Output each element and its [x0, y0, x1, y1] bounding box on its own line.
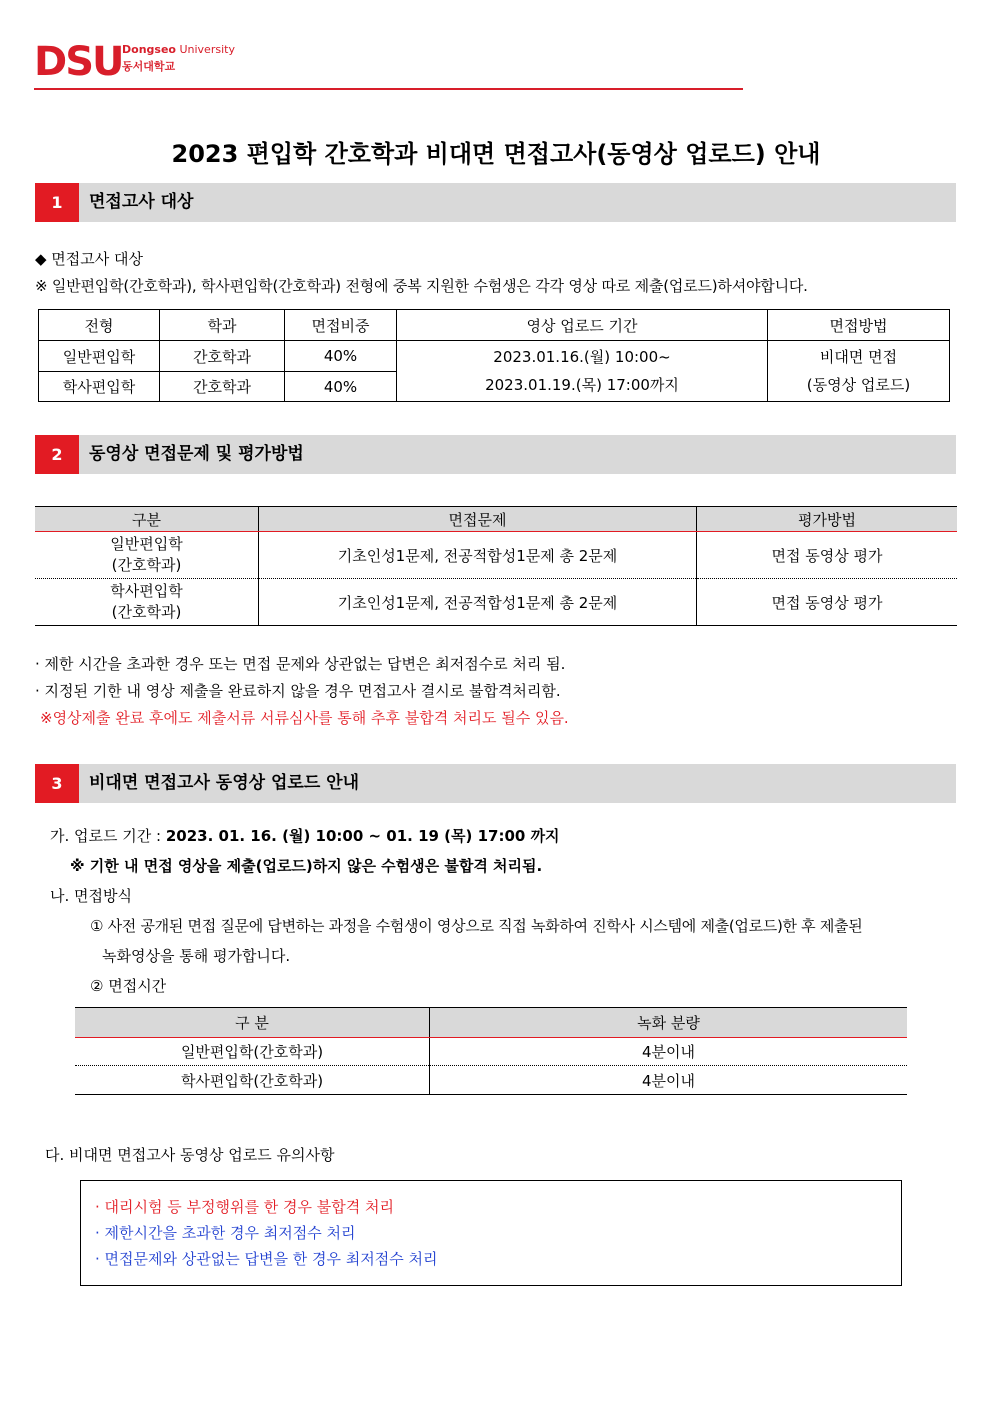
section-2-note: · 제한 시간을 초과한 경우 또는 면접 문제와 상관없는 답변은 최저점수로 처리 됨.: [35, 655, 566, 673]
precaution-item: · 대리시험 등 부정행위를 한 경우 불합격 처리: [95, 1198, 394, 1216]
upload-period-cell: 2023.01.16.(월) 10:00~ 2023.01.19.(목) 17:00까지: [397, 341, 768, 402]
table-header: 영상 업로드 기간: [397, 310, 768, 341]
section-2-note: · 지정된 기한 내 영상 제출을 완료하지 않을 경우 면접고사 결시로 불합격처리함.: [35, 682, 561, 700]
table-header: 평가방법: [697, 507, 958, 532]
table-header: 구 분: [75, 1008, 430, 1038]
upload-period-line: 가. 업로드 기간 : 2023. 01. 16. (월) 10:00 ~ 01. 19 (목) 17:00 까지: [50, 827, 560, 845]
section-1-bullet: ◆ 면접고사 대상: [35, 250, 144, 268]
section-2-header: [35, 435, 956, 474]
logo-english-name: Dongseo University: [122, 43, 235, 56]
upload-deadline-note: ※ 기한 내 면접 영상을 제출(업로드)하지 않은 수험생은 불합격 처리됨.: [70, 857, 543, 875]
precautions-box: [80, 1180, 902, 1286]
logo-mark: DSU: [34, 39, 123, 85]
section-title: 비대면 면접고사 동영상 업로드 안내: [89, 773, 360, 793]
table-row: 학사편입학(간호학과) 4분이내: [75, 1066, 907, 1095]
section-2-warning: ※영상제출 완료 후에도 제출서류 서류심사를 통해 추후 불합격 처리도 될수 있음.: [40, 709, 569, 727]
section-title: 동영상 면접문제 및 평가방법: [89, 444, 304, 464]
section-1-header: [35, 183, 956, 222]
table-header: 전형: [39, 310, 160, 341]
precaution-item: · 제한시간을 초과한 경우 최저점수 처리: [95, 1224, 356, 1242]
interview-method-label: 나. 면접방식: [50, 887, 132, 905]
table-row: 일반편입학 간호학과 40% 2023.01.16.(월) 10:00~ 2023.01.19.(목) 17:00까지 비대면 면접 (동영상 업로드): [39, 341, 950, 372]
section-number: 3: [35, 764, 79, 803]
table-header: 면접문제: [259, 507, 697, 532]
page-title: 2023 편입학 간호학과 비대면 면접고사(동영상 업로드) 안내: [171, 140, 821, 168]
interview-method-item-1-cont: 녹화영상을 통해 평가합니다.: [102, 947, 291, 965]
section-1-note: ※ 일반편입학(간호학과), 학사편입학(간호학과) 전형에 중복 지원한 수험생은 각각 영상 따로 제출(업로드)하셔야합니다.: [35, 277, 808, 295]
interview-method-item-1: ① 사전 공개된 면접 질문에 답변하는 과정을 수험생이 영상으로 직접 녹화하여 진학사 시스템에 제출(업로드)한 후 제출된: [90, 917, 863, 935]
table-header: 면접비중: [285, 310, 397, 341]
interview-method-item-2: ② 면접시간: [90, 977, 167, 995]
section-number: 2: [35, 435, 79, 474]
interview-method-cell: 비대면 면접 (동영상 업로드): [768, 341, 950, 402]
table-header: 녹화 분량: [430, 1008, 908, 1038]
table-row: 일반편입학(간호학과) 4분이내: [75, 1038, 907, 1066]
table-row: 학사편입학 (간호학과) 기초인성1문제, 전공적합성1문제 총 2문제 면접 동영상 평가: [35, 579, 957, 626]
table-row: 일반편입학 (간호학과) 기초인성1문제, 전공적합성1문제 총 2문제 면접 동영상 평가: [35, 532, 957, 579]
header-divider: [34, 88, 743, 90]
target-table: [38, 309, 950, 402]
table-header: 면접방법: [768, 310, 950, 341]
precaution-item: · 면접문제와 상관없는 답변을 한 경우 최저점수 처리: [95, 1250, 438, 1268]
section-3-header: [35, 764, 956, 803]
section-number: 1: [35, 183, 79, 222]
section-title: 면접고사 대상: [89, 192, 194, 212]
table-header: 구분: [35, 507, 259, 532]
recording-time-table: [75, 1007, 907, 1095]
precautions-label: 다. 비대면 면접고사 동영상 업로드 유의사항: [45, 1146, 335, 1164]
interview-question-table: [35, 506, 957, 626]
logo-korean-name: 동서대학교: [122, 60, 176, 73]
table-header: 학과: [160, 310, 285, 341]
table-row: 학사편입학 간호학과 40%: [39, 372, 950, 402]
